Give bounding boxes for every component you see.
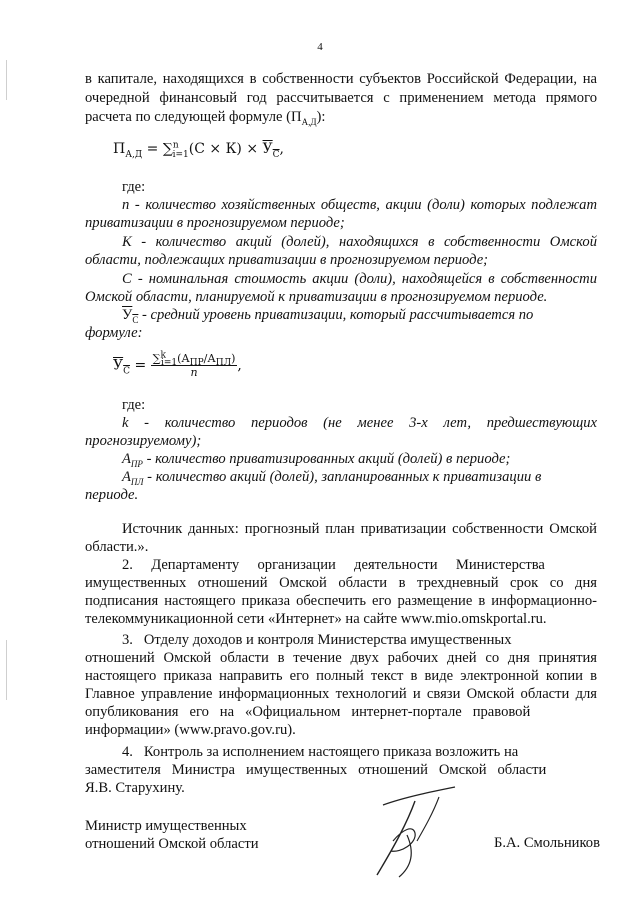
source-line-2: области.». [85, 539, 149, 555]
where-label: где: [122, 179, 146, 195]
page-number: 4 [317, 41, 323, 53]
signer-title-line-1: Министр имущественных [85, 818, 247, 834]
definition-avg-cont: формуле: [85, 325, 143, 341]
signer-title-line-2: отношений Омской области [85, 836, 259, 852]
scan-edge-mark [6, 640, 7, 700]
item-4-line-2: заместителя Министра имущественных отношений Омской области [85, 762, 547, 778]
definition-n-cont: приватизации в прогнозируемом периоде; [85, 215, 345, 231]
item-3-line-1: 3. Отделу доходов и контроля Министерства имущественных [122, 632, 512, 648]
definition-k: К - количество акций (долей), находящихся в собственности Омской [122, 234, 597, 250]
item-4-line-1: 4. Контроль за исполнением настоящего приказа возложить на [122, 744, 519, 760]
signer-name: Б.А. Смольников [493, 835, 600, 851]
item-3-line-2: отношений Омской области в течение двух рабочих дней со дня принятия [85, 650, 597, 666]
item-2-line-3: подписания настоящего приказа обеспечить его размещение в информационно- [85, 593, 597, 609]
definition-a-pl: $А_{ПЛ}$ - количество акций (долей), запланированных к приватизации в [122, 469, 542, 487]
item-2-line-4: телекоммуникационной сети «Интернет» на сайте www.mio.omskportal.ru. [85, 611, 547, 627]
formula-average-level: $У_С$ = $\frac{\sum^k_{i=1}(А_{ПР}/А_{ПЛ})}{n}$ , [113, 350, 242, 379]
scan-edge-mark [6, 60, 7, 100]
definition-n: n - количество хозяйственных обществ, акции (доли) которых подлежат [122, 197, 597, 213]
definition-k-cont: области, подлежащих приватизации в прогнозируемом периоде; [85, 252, 489, 268]
definition-periods: k - количество периодов (не менее 3-х лет, предшествующих [122, 415, 597, 431]
definition-avg: $У_С$ - средний уровень приватизации, который рассчитывается по [122, 307, 534, 325]
item-3-line-3: настоящего приказа направить его полный текст в виде электронной копии в [85, 668, 597, 684]
definition-c: С - номинальная стоимость акции (доли), находящейся в собственности [122, 271, 597, 287]
intro-line-2: очередной финансовый год рассчитывается с применением метода прямого [85, 90, 597, 106]
definition-c-cont: Омской области, планируемой к приватизации в прогнозируемом периоде. [85, 289, 548, 305]
item-3-line-5: опубликования его на «Официальном интернет-портале правовой [85, 704, 531, 720]
source-line-1: Источник данных: прогнозный план приватизации собственности Омской [122, 521, 597, 537]
definition-a-pr: $А_{ПР}$ - количество приватизированных акций (долей) в периоде; [122, 451, 511, 469]
definition-a-pl-cont: периоде. [85, 487, 139, 503]
formula-privatization-revenue: $П_{А,Д} = \sum^n_{i=1}(С \times К) \times У_С$, [113, 140, 284, 160]
item-2-line-2: имущественных отношений Омской области в трехдневный срок со дня [85, 575, 597, 591]
intro-line-1: в капитале, находящихся в собственности субъектов Российской Федерации, на [85, 71, 597, 87]
item-2-line-1: 2. Департаменту организации деятельности Министерства [122, 557, 545, 573]
handwritten-signature [355, 783, 465, 883]
where-label-2: где: [122, 397, 146, 413]
item-3-line-4: Главное управление информационных технологий и связи Омской области для [85, 686, 597, 702]
definition-periods-cont: прогнозируемому); [85, 433, 202, 449]
item-3-line-6: информации» (www.pravo.gov.ru). [85, 722, 296, 738]
item-4-line-3: Я.В. Старухину. [85, 780, 185, 796]
intro-line-3: расчета по следующей формуле $(П_{А,Д})$: [85, 109, 326, 127]
